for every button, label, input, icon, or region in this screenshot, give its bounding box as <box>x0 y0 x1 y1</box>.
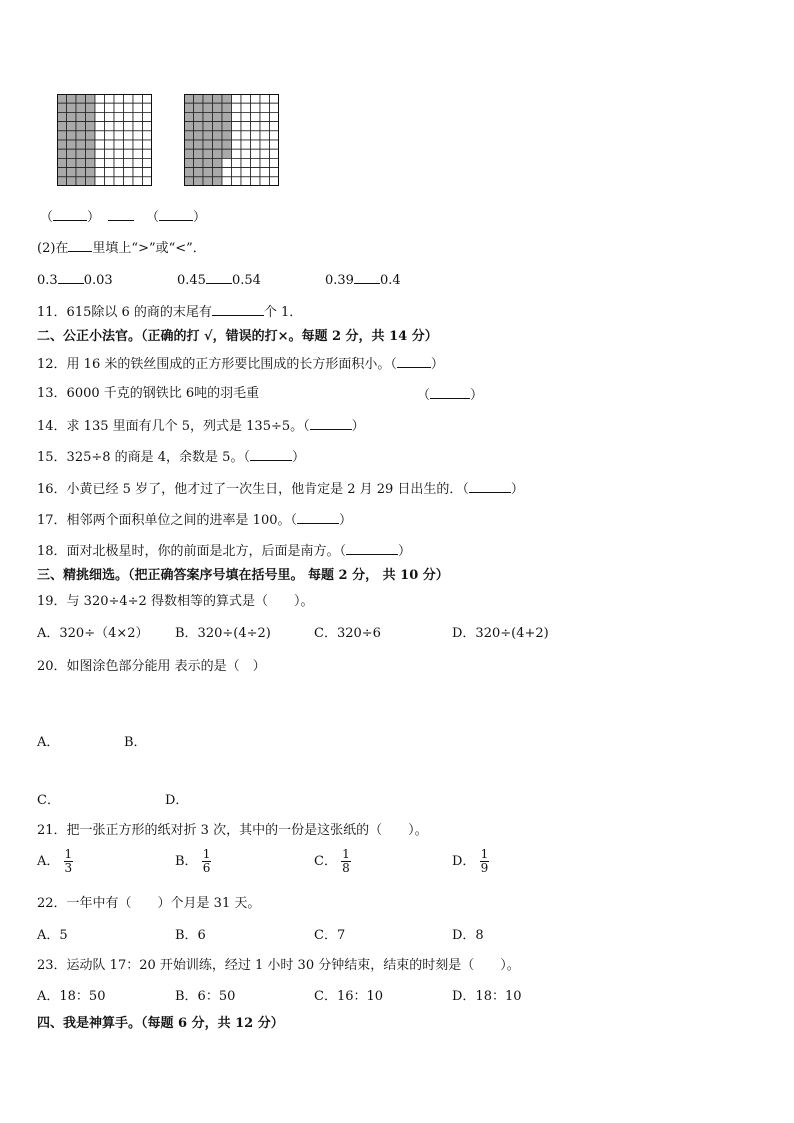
grid-cell-shaded <box>203 103 213 112</box>
grid-cell-shaded <box>86 131 96 140</box>
grid-cell-shaded <box>67 131 77 140</box>
grid-cell <box>270 122 280 131</box>
grid-cell <box>95 103 105 112</box>
answer-blank[interactable] <box>297 512 339 524</box>
grid-cell <box>133 149 143 158</box>
grid-cell-shaded <box>76 131 86 140</box>
grid-cell <box>143 168 153 177</box>
grid-cell <box>260 112 270 121</box>
grid-cell-shaded <box>184 103 194 112</box>
numerator: 1 <box>342 847 350 861</box>
grid-cell-shaded <box>57 177 67 186</box>
question-19: 19．与 320÷4÷2 得数相等的算式是（ ）。 <box>37 594 314 609</box>
grid-cell <box>124 177 134 186</box>
grid-cell <box>105 131 115 140</box>
answer-blank[interactable] <box>346 543 398 555</box>
grid-cell <box>241 122 251 131</box>
fraction <box>341 848 351 875</box>
grid-cell-shaded <box>203 168 213 177</box>
grid-cell-shaded <box>86 140 96 149</box>
grid-cell-shaded <box>213 149 223 158</box>
grid-cell <box>105 140 115 149</box>
grid-cell-shaded <box>184 94 194 103</box>
q19-option-d[interactable]: D．320÷(4+2) <box>452 626 549 641</box>
grid-cell-shaded <box>194 131 204 140</box>
q20-option-d[interactable]: D． <box>165 793 189 808</box>
grid-cell-shaded <box>194 168 204 177</box>
question-11 <box>37 304 302 319</box>
fraction <box>202 848 212 875</box>
answer-blank[interactable] <box>354 272 380 284</box>
compare-item-3 <box>325 272 401 287</box>
grid-cell <box>124 122 134 131</box>
grid-cell-shaded <box>194 158 204 167</box>
hundred-grid-right <box>184 94 279 186</box>
grid-cell <box>133 112 143 121</box>
grid-cell <box>114 131 124 140</box>
grid-cell-shaded <box>57 122 67 131</box>
question-text: (2)在 <box>37 241 69 256</box>
grid-cell <box>232 122 242 131</box>
grid-cell <box>105 103 115 112</box>
question-12: 12．用 16 米的铁丝围成的正方形要比围成的长方形面积小。（ ） <box>37 357 444 372</box>
grid-cell <box>114 94 124 103</box>
grid-cell <box>270 168 280 177</box>
question-15: 15．325÷8 的商是 4，余数是 5。（ ） <box>37 450 305 465</box>
grid-cell <box>251 168 261 177</box>
question-22: 22．一年中有（ ）个月是 31 天。 <box>37 896 261 911</box>
q19-option-b[interactable]: B．320÷(4÷2) <box>175 626 271 641</box>
denominator: 6 <box>202 861 211 876</box>
grid-cell <box>133 103 143 112</box>
grid-cell <box>95 94 105 103</box>
grid-cell <box>133 131 143 140</box>
grid-cell-shaded <box>57 112 67 121</box>
grid-cell <box>232 103 242 112</box>
answer-blank[interactable] <box>310 418 352 430</box>
grid-cell-shaded <box>184 140 194 149</box>
grid-cell <box>260 94 270 103</box>
question-text: 11．615除以 6 的商的末尾有 <box>37 305 212 320</box>
grid-cell <box>222 168 232 177</box>
grid-cell <box>232 140 242 149</box>
grid-cell-shaded <box>76 140 86 149</box>
grid-cell <box>260 131 270 140</box>
question-text: 里填上“>”或“<”． <box>92 241 206 256</box>
grid-cell-shaded <box>194 103 204 112</box>
grid-cell-shaded <box>67 177 77 186</box>
grid-cell-shaded <box>213 140 223 149</box>
grid-cell-shaded <box>213 94 223 103</box>
grid-cell <box>133 168 143 177</box>
grid-cell-shaded <box>222 103 232 112</box>
grid-cell-shaded <box>203 94 213 103</box>
grid-cell <box>124 168 134 177</box>
grid-cell-shaded <box>213 158 223 167</box>
grid-cell <box>270 112 280 121</box>
grid-cell <box>124 158 134 167</box>
question-text: 个 1． <box>263 305 303 320</box>
grid-cell <box>232 177 242 186</box>
answer-blank[interactable] <box>206 272 232 284</box>
grid-cell-shaded <box>76 149 86 158</box>
grid-cell <box>124 112 134 121</box>
grid-cell-shaded <box>184 168 194 177</box>
grid-cell <box>232 131 242 140</box>
grid-cell-shaded <box>194 149 204 158</box>
grid-cell-shaded <box>67 103 77 112</box>
grid-cell <box>143 112 153 121</box>
grid-cell <box>105 158 115 167</box>
grid-cell-shaded <box>57 131 67 140</box>
denominator: 3 <box>64 861 73 876</box>
section-4-heading: 四、我是神算手。（每题 6 分，共 12 分） <box>37 1016 284 1031</box>
grid-cell-shaded <box>184 158 194 167</box>
compare-b: 0.54 <box>231 273 261 288</box>
option-label: C． <box>314 854 337 870</box>
q23-option-c[interactable]: C．16：10 <box>314 989 384 1004</box>
grid-cell-shaded <box>86 122 96 131</box>
grid-cell <box>260 103 270 112</box>
grid-cell-shaded <box>184 177 194 186</box>
option-label: B． <box>175 854 198 870</box>
grid-cell-shaded <box>67 140 77 149</box>
grid-cell <box>114 149 124 158</box>
grid-cell <box>133 140 143 149</box>
grid-cell <box>133 94 143 103</box>
paren-close: ） <box>87 210 101 225</box>
q19-option-c[interactable]: C．320÷6 <box>314 626 381 641</box>
grid-cell <box>143 177 153 186</box>
question-10-2 <box>37 240 206 255</box>
grid-cell <box>95 158 105 167</box>
grid-cell-shaded <box>57 140 67 149</box>
grid-compare-blank[interactable] <box>108 209 134 221</box>
grid-cell <box>124 94 134 103</box>
grid-cell-shaded <box>222 94 232 103</box>
grid-cell-shaded <box>222 112 232 121</box>
grid-cell-shaded <box>184 131 194 140</box>
q23-option-d[interactable]: D．18：10 <box>452 989 522 1004</box>
grid-cell-shaded <box>222 149 232 158</box>
grid-cell <box>105 149 115 158</box>
grid-cell-shaded <box>203 149 213 158</box>
grid-cell-shaded <box>76 168 86 177</box>
grid-cell-shaded <box>213 177 223 186</box>
grid-cell <box>241 140 251 149</box>
q21-option-d[interactable] <box>452 848 489 875</box>
grid-cell <box>114 103 124 112</box>
grid-cell-shaded <box>213 122 223 131</box>
grid-cell-shaded <box>67 94 77 103</box>
grid-cell <box>95 140 105 149</box>
grid-cell <box>95 122 105 131</box>
answer-blank[interactable] <box>397 356 431 368</box>
grid-cell-shaded <box>76 177 86 186</box>
compare-a: 0.39 <box>325 273 354 288</box>
section-3-heading: 三、精挑细选。（把正确答案序号填在括号里。 每题 2 分， 共 10 分） <box>37 568 449 583</box>
grid-cell <box>105 122 115 131</box>
grid-cell <box>143 122 153 131</box>
grid-cell-shaded <box>213 131 223 140</box>
numerator: 1 <box>480 847 489 861</box>
grid-cell-shaded <box>184 149 194 158</box>
grid-cell-shaded <box>67 158 77 167</box>
grid-cell <box>241 131 251 140</box>
grid-cell <box>114 112 124 121</box>
grid-cell <box>251 158 261 167</box>
grid-cell-shaded <box>76 158 86 167</box>
question-13-answer: （ ） <box>417 388 484 403</box>
grid-cell-shaded <box>76 112 86 121</box>
grid-cell <box>124 131 134 140</box>
grid-cell-shaded <box>213 103 223 112</box>
compare-a: 0.45 <box>177 273 206 288</box>
grid-cell <box>143 94 153 103</box>
grid-cell <box>270 103 280 112</box>
grid-cell <box>241 168 251 177</box>
answer-blank[interactable] <box>212 304 264 316</box>
grid-cell <box>241 149 251 158</box>
section-2-heading: 二、公正小法官。（正确的打 √，错误的打×。每题 2 分，共 14 分） <box>37 329 438 344</box>
grid-cell <box>114 177 124 186</box>
grid-cell <box>260 158 270 167</box>
q23-option-b[interactable]: B．6：50 <box>175 989 236 1004</box>
grid-cell <box>232 94 242 103</box>
grid-cell <box>260 177 270 186</box>
grid-cell <box>124 149 134 158</box>
grid-cell <box>251 131 261 140</box>
q22-option-a[interactable]: A．5 <box>37 928 68 943</box>
grid-cell-shaded <box>203 131 213 140</box>
grid-cell <box>105 168 115 177</box>
grid-cell <box>143 103 153 112</box>
grid-cell-shaded <box>203 122 213 131</box>
grid-cell <box>222 158 232 167</box>
grid-cell <box>260 149 270 158</box>
question-21: 21．把一张正方形的纸对折 3 次，其中的一份是这张纸的（ ）。 <box>37 823 428 838</box>
grid-cell-shaded <box>57 149 67 158</box>
question-20: 20．如图涂色部分能用 表示的是（ ） <box>37 659 266 674</box>
question-17: 17．相邻两个面积单位之间的进率是 100。（ ） <box>37 513 353 528</box>
q22-option-b[interactable]: B．6 <box>175 928 206 943</box>
grid-cell <box>251 112 261 121</box>
answer-blank[interactable] <box>159 209 193 221</box>
compare-b: 0.4 <box>379 273 401 288</box>
option-label: A． <box>37 854 60 870</box>
compare-a: 0.3 <box>37 273 58 288</box>
grid-cell <box>95 168 105 177</box>
grid-cell <box>232 168 242 177</box>
q21-option-c[interactable] <box>314 848 351 875</box>
q21-option-b[interactable] <box>175 848 211 875</box>
grid-cell <box>260 140 270 149</box>
q20-option-c[interactable]: C． <box>37 793 60 808</box>
grid-cell-shaded <box>86 94 96 103</box>
grid-cell <box>105 112 115 121</box>
grid-cell-shaded <box>86 112 96 121</box>
grid-cell <box>241 177 251 186</box>
grid-cell-shaded <box>203 140 213 149</box>
numerator: 1 <box>202 847 211 861</box>
grid-cell-shaded <box>67 168 77 177</box>
grid-cell-shaded <box>213 112 223 121</box>
grid-cell-shaded <box>203 158 213 167</box>
grid-cell <box>270 94 280 103</box>
grid-cell <box>232 149 242 158</box>
grid-cell-shaded <box>194 177 204 186</box>
grid-cell <box>241 103 251 112</box>
question-18: 18．面对北极星时，你的前面是北方，后面是南方。（ ） <box>37 544 412 559</box>
grid-answer-right <box>146 209 206 224</box>
q21-option-a[interactable] <box>37 848 73 875</box>
grid-cell-shaded <box>86 168 96 177</box>
grid-cell-shaded <box>194 140 204 149</box>
grid-cell <box>232 158 242 167</box>
answer-blank[interactable] <box>58 272 84 284</box>
grid-cell-shaded <box>57 158 67 167</box>
paren-open: （ <box>40 210 54 225</box>
grid-cell <box>114 168 124 177</box>
q20-option-b[interactable]: B． <box>124 735 147 750</box>
grid-cell <box>114 158 124 167</box>
paren-open: （ <box>146 210 160 225</box>
grid-cell-shaded <box>67 122 77 131</box>
grid-cell <box>114 140 124 149</box>
grid-cell <box>270 149 280 158</box>
grid-cell <box>251 177 261 186</box>
grid-cell-shaded <box>222 131 232 140</box>
grid-cell <box>95 112 105 121</box>
grid-cell <box>143 149 153 158</box>
grid-cell-shaded <box>213 168 223 177</box>
q22-option-c[interactable]: C．7 <box>314 928 346 943</box>
compare-b: 0.03 <box>83 273 113 288</box>
question-14: 14．求 135 里面有几个 5，列式是 135÷5。（ ） <box>37 419 365 434</box>
grid-cell <box>241 158 251 167</box>
answer-blank[interactable] <box>430 387 470 399</box>
grid-cell-shaded <box>184 112 194 121</box>
grid-cell <box>105 177 115 186</box>
grid-cell-shaded <box>86 158 96 167</box>
paren-close: ） <box>193 210 207 225</box>
grid-cell <box>251 94 261 103</box>
grid-cell-shaded <box>57 103 67 112</box>
grid-cell <box>124 103 134 112</box>
grid-cell-shaded <box>194 94 204 103</box>
grid-cell-shaded <box>86 177 96 186</box>
grid-cell-shaded <box>67 112 77 121</box>
grid-cell-shaded <box>203 177 213 186</box>
grid-cell-shaded <box>184 122 194 131</box>
grid-cell <box>232 112 242 121</box>
grid-cell <box>114 122 124 131</box>
grid-cell <box>241 112 251 121</box>
grid-cell <box>260 122 270 131</box>
denominator: 8 <box>342 861 350 876</box>
grid-cell <box>133 122 143 131</box>
fraction <box>64 848 74 875</box>
fraction <box>480 848 490 875</box>
grid-cell <box>260 168 270 177</box>
question-16: 16．小黄已经 5 岁了，他才过了一次生日，他肯定是 2 月 29 日出生的．（ ） <box>37 482 524 497</box>
grid-cell <box>95 149 105 158</box>
grid-cell <box>143 158 153 167</box>
denominator: 9 <box>480 861 489 876</box>
answer-blank[interactable] <box>250 449 292 461</box>
grid-cell-shaded <box>194 112 204 121</box>
grid-cell <box>251 140 261 149</box>
grid-cell <box>251 149 261 158</box>
grid-cell-shaded <box>203 112 213 121</box>
grid-cell-shaded <box>86 149 96 158</box>
question-13: 13．6000 千克的钢铁比 6吨的羽毛重 <box>37 386 260 401</box>
grid-cell <box>251 122 261 131</box>
grid-cell <box>95 131 105 140</box>
answer-blank[interactable] <box>68 240 92 252</box>
hundred-grid-left <box>57 94 152 186</box>
grid-cell <box>105 94 115 103</box>
grid-answer-left <box>40 209 100 224</box>
grid-cell <box>222 177 232 186</box>
grid-cell-shaded <box>57 168 67 177</box>
compare-item-1 <box>37 272 113 287</box>
grid-cell <box>133 177 143 186</box>
answer-blank[interactable] <box>53 209 87 221</box>
grid-cell-shaded <box>67 149 77 158</box>
grid-cell <box>270 140 280 149</box>
compare-item-2 <box>177 272 261 287</box>
numerator: 1 <box>64 847 73 861</box>
option-label: D． <box>452 854 476 870</box>
grid-cell-shaded <box>86 103 96 112</box>
grid-cell <box>124 140 134 149</box>
answer-blank[interactable] <box>469 481 511 493</box>
grid-cell <box>95 177 105 186</box>
grid-cell <box>143 131 153 140</box>
grid-cell-shaded <box>76 103 86 112</box>
grid-cell <box>270 158 280 167</box>
grid-cell-shaded <box>76 122 86 131</box>
grid-cell <box>251 103 261 112</box>
q22-option-d[interactable]: D．8 <box>452 928 484 943</box>
q19-option-a[interactable]: A．320÷（4×2） <box>37 626 149 641</box>
grid-cell-shaded <box>222 140 232 149</box>
grid-cell-shaded <box>57 94 67 103</box>
grid-cell-shaded <box>222 122 232 131</box>
grid-cell-shaded <box>76 94 86 103</box>
q23-option-a[interactable]: A．18：50 <box>37 989 106 1004</box>
grid-cell <box>270 177 280 186</box>
grid-cell <box>241 94 251 103</box>
q20-option-a[interactable]: A． <box>37 735 60 750</box>
grid-cell <box>133 158 143 167</box>
grid-cell <box>270 131 280 140</box>
grid-cell-shaded <box>194 122 204 131</box>
grid-cell <box>143 140 153 149</box>
question-23: 23．运动队 17：20 开始训练，经过 1 小时 30 分钟结束，结束的时刻是（ ）。 <box>37 958 520 973</box>
